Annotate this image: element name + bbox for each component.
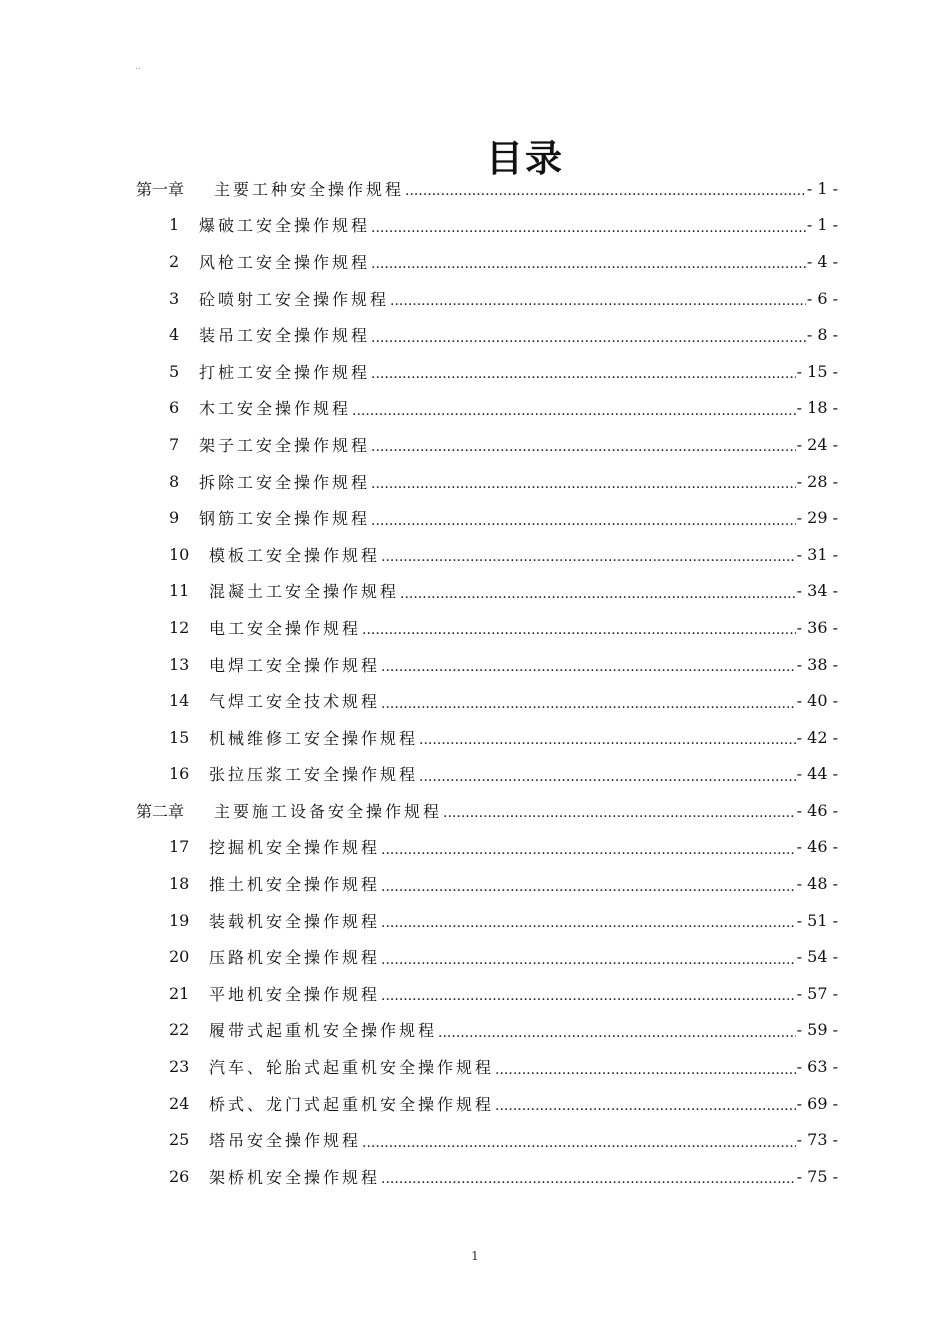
item-page: - 73 - bbox=[796, 1130, 838, 1150]
item-page: - 69 - bbox=[796, 1093, 838, 1113]
toc-item-entry[interactable] bbox=[136, 609, 838, 646]
item-number: 6 bbox=[169, 398, 180, 418]
dot-leader bbox=[371, 509, 796, 527]
item-title: 挖掘机安全操作规程 bbox=[209, 838, 381, 858]
item-page: - 46 - bbox=[796, 837, 838, 857]
item-title: 压路机安全操作规程 bbox=[209, 948, 381, 968]
item-title: 塔吊安全操作规程 bbox=[209, 1131, 362, 1151]
item-title: 钢筋工安全操作规程 bbox=[199, 509, 371, 529]
toc-item-entry[interactable] bbox=[136, 902, 838, 939]
dot-leader bbox=[371, 472, 796, 490]
item-title: 桥式、龙门式起重机安全操作规程 bbox=[209, 1094, 495, 1114]
dot-leader bbox=[419, 728, 796, 746]
item-page: - 31 - bbox=[796, 544, 838, 564]
toc-item-entry[interactable] bbox=[136, 1048, 838, 1085]
toc-item-entry[interactable] bbox=[136, 390, 838, 427]
item-page: - 6 - bbox=[806, 288, 838, 308]
item-title: 木工安全操作规程 bbox=[199, 399, 352, 419]
toc-item-entry[interactable] bbox=[136, 756, 838, 793]
item-page: - 54 - bbox=[796, 947, 838, 967]
item-number: 9 bbox=[169, 508, 180, 528]
toc-chapter-entry[interactable] bbox=[136, 170, 838, 207]
item-title: 装载机安全操作规程 bbox=[209, 911, 381, 931]
item-number: 26 bbox=[169, 1166, 190, 1186]
item-title: 张拉压浆工安全操作规程 bbox=[209, 765, 419, 785]
dot-leader bbox=[371, 435, 796, 453]
toc-item-entry[interactable] bbox=[136, 463, 838, 500]
item-title: 砼喷射工安全操作规程 bbox=[199, 289, 390, 309]
item-number: 10 bbox=[169, 544, 190, 564]
item-number: 4 bbox=[169, 325, 180, 345]
dot-leader bbox=[362, 1131, 796, 1149]
toc-item-entry[interactable] bbox=[136, 353, 838, 390]
toc-item-entry[interactable] bbox=[136, 682, 838, 719]
dot-leader bbox=[381, 948, 796, 966]
dot-leader bbox=[405, 179, 806, 197]
item-number: 23 bbox=[169, 1057, 190, 1077]
item-title: 履带式起重机安全操作规程 bbox=[209, 1021, 438, 1041]
toc-item-entry[interactable] bbox=[136, 646, 838, 683]
toc-item-entry[interactable] bbox=[136, 865, 838, 902]
dot-leader bbox=[495, 1094, 796, 1112]
toc-item-entry[interactable] bbox=[136, 426, 838, 463]
item-number: 11 bbox=[169, 581, 190, 601]
dot-leader bbox=[400, 582, 796, 600]
dot-leader bbox=[371, 362, 796, 380]
dot-leader bbox=[495, 1058, 796, 1076]
item-title: 爆破工安全操作规程 bbox=[199, 216, 371, 236]
item-page: - 51 - bbox=[796, 910, 838, 930]
item-page: - 29 - bbox=[796, 508, 838, 528]
toc-item-entry[interactable] bbox=[136, 1121, 838, 1158]
table-of-contents bbox=[136, 170, 838, 1195]
corner-mark: .. bbox=[135, 62, 141, 72]
toc-item-entry[interactable] bbox=[136, 719, 838, 756]
item-number: 1 bbox=[169, 215, 180, 235]
item-number: 20 bbox=[169, 947, 190, 967]
toc-item-entry[interactable] bbox=[136, 573, 838, 610]
toc-item-entry[interactable] bbox=[136, 499, 838, 536]
dot-leader bbox=[371, 252, 806, 270]
dot-leader bbox=[371, 326, 806, 344]
dot-leader bbox=[381, 911, 796, 929]
item-number: 8 bbox=[169, 471, 180, 491]
item-page: - 36 - bbox=[796, 617, 838, 637]
item-title: 混凝土工安全操作规程 bbox=[209, 582, 400, 602]
toc-item-entry[interactable] bbox=[136, 243, 838, 280]
item-page: - 34 - bbox=[796, 581, 838, 601]
toc-item-entry[interactable] bbox=[136, 1158, 838, 1195]
item-page: - 4 - bbox=[806, 251, 838, 271]
toc-item-entry[interactable] bbox=[136, 207, 838, 244]
item-title: 模板工安全操作规程 bbox=[209, 545, 381, 565]
item-page: - 24 - bbox=[796, 434, 838, 454]
toc-item-entry[interactable] bbox=[136, 829, 838, 866]
item-number: 25 bbox=[169, 1130, 190, 1150]
item-number: 19 bbox=[169, 910, 190, 930]
chapter-title: 主要施工设备安全操作规程 bbox=[214, 801, 443, 821]
item-page: - 42 - bbox=[796, 727, 838, 747]
dot-leader bbox=[381, 984, 796, 1002]
item-page: - 40 - bbox=[796, 691, 838, 711]
item-number: 18 bbox=[169, 874, 190, 894]
item-title: 架子工安全操作规程 bbox=[199, 435, 371, 455]
toc-item-entry[interactable] bbox=[136, 975, 838, 1012]
item-page: - 57 - bbox=[796, 983, 838, 1003]
toc-item-entry[interactable] bbox=[136, 280, 838, 317]
item-title: 气焊工安全技术规程 bbox=[209, 692, 381, 712]
item-number: 12 bbox=[169, 617, 190, 637]
dot-leader bbox=[381, 838, 796, 856]
item-number: 21 bbox=[169, 983, 190, 1003]
dot-leader bbox=[443, 801, 796, 819]
chapter-number: 第二章 bbox=[136, 801, 185, 821]
toc-item-entry[interactable] bbox=[136, 316, 838, 353]
page-title: 目录 bbox=[486, 137, 564, 180]
item-title: 打桩工安全操作规程 bbox=[199, 362, 371, 382]
toc-chapter-entry[interactable] bbox=[136, 792, 838, 829]
item-number: 3 bbox=[169, 288, 180, 308]
item-page: - 18 - bbox=[796, 398, 838, 418]
page-number: 1 bbox=[471, 1249, 479, 1263]
chapter-title: 主要工种安全操作规程 bbox=[214, 179, 405, 199]
dot-leader bbox=[438, 1021, 796, 1039]
item-number: 2 bbox=[169, 251, 180, 271]
item-title: 装吊工安全操作规程 bbox=[199, 326, 371, 346]
dot-leader bbox=[390, 289, 806, 307]
item-number: 22 bbox=[169, 1020, 190, 1040]
item-page: - 15 - bbox=[796, 361, 838, 381]
chapter-page: - 46 - bbox=[796, 800, 838, 820]
dot-leader bbox=[381, 1167, 796, 1185]
item-title: 拆除工安全操作规程 bbox=[199, 472, 371, 492]
item-title: 机械维修工安全操作规程 bbox=[209, 728, 419, 748]
dot-leader bbox=[381, 655, 796, 673]
item-page: - 59 - bbox=[796, 1020, 838, 1040]
item-title: 平地机安全操作规程 bbox=[209, 984, 381, 1004]
item-title: 汽车、轮胎式起重机安全操作规程 bbox=[209, 1058, 495, 1078]
item-number: 7 bbox=[169, 434, 180, 454]
item-number: 24 bbox=[169, 1093, 190, 1113]
item-page: - 1 - bbox=[806, 215, 838, 235]
dot-leader bbox=[381, 692, 796, 710]
dot-leader bbox=[362, 618, 796, 636]
item-title: 风枪工安全操作规程 bbox=[199, 252, 371, 272]
item-page: - 75 - bbox=[796, 1166, 838, 1186]
toc-item-entry[interactable] bbox=[136, 1012, 838, 1049]
item-title: 电焊工安全操作规程 bbox=[209, 655, 381, 675]
dot-leader bbox=[352, 399, 796, 417]
chapter-number: 第一章 bbox=[136, 179, 185, 199]
item-number: 13 bbox=[169, 654, 190, 674]
item-number: 16 bbox=[169, 764, 190, 784]
item-title: 电工安全操作规程 bbox=[209, 618, 362, 638]
item-page: - 28 - bbox=[796, 471, 838, 491]
item-page: - 8 - bbox=[806, 325, 838, 345]
item-page: - 38 - bbox=[796, 654, 838, 674]
item-number: 5 bbox=[169, 361, 180, 381]
toc-item-entry[interactable] bbox=[136, 938, 838, 975]
dot-leader bbox=[419, 765, 796, 783]
item-number: 15 bbox=[169, 727, 190, 747]
item-title: 架桥机安全操作规程 bbox=[209, 1167, 381, 1187]
toc-item-entry[interactable] bbox=[136, 1085, 838, 1122]
dot-leader bbox=[381, 545, 796, 563]
item-number: 14 bbox=[169, 691, 190, 711]
dot-leader bbox=[381, 875, 796, 893]
item-page: - 44 - bbox=[796, 764, 838, 784]
toc-item-entry[interactable] bbox=[136, 536, 838, 573]
chapter-page: - 1 - bbox=[806, 178, 838, 198]
dot-leader bbox=[371, 216, 806, 234]
item-number: 17 bbox=[169, 837, 190, 857]
item-page: - 63 - bbox=[796, 1057, 838, 1077]
item-page: - 48 - bbox=[796, 874, 838, 894]
item-title: 推土机安全操作规程 bbox=[209, 875, 381, 895]
